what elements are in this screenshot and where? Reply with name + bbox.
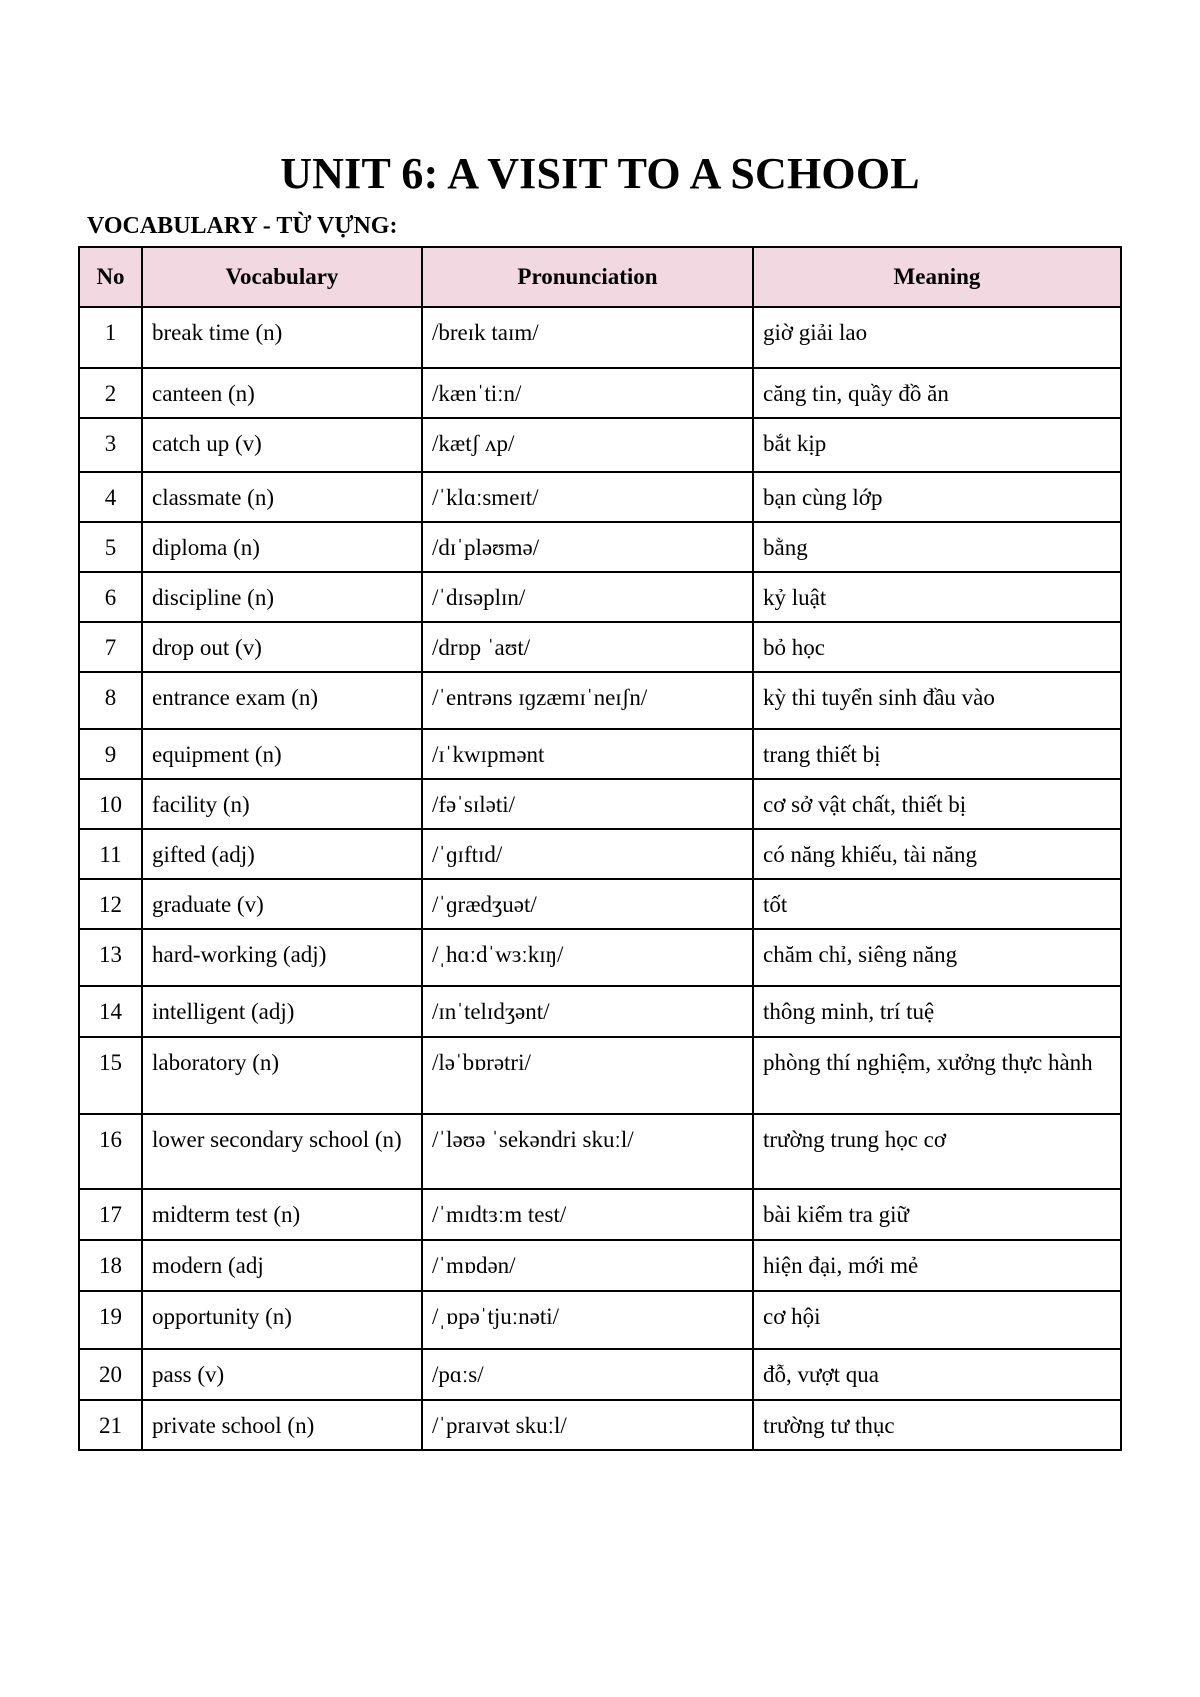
pronunciation-cell: /kætʃ ʌp/ (422, 418, 753, 472)
meaning-cell: cơ hội (753, 1291, 1121, 1349)
row-number: 13 (79, 929, 142, 986)
vocabulary-cell: gifted (adj) (142, 829, 422, 879)
row-number: 11 (79, 829, 142, 879)
vocabulary-cell: lower secondary school (n) (142, 1114, 422, 1189)
header-no: No (79, 247, 142, 307)
table-row (79, 1400, 1121, 1450)
pronunciation-cell: /ɪnˈtelɪdʒənt/ (422, 986, 753, 1037)
table-header-row (79, 247, 1121, 307)
table-row (79, 929, 1121, 986)
meaning-cell: bài kiểm tra giữ (753, 1189, 1121, 1240)
vocabulary-cell: laboratory (n) (142, 1037, 422, 1114)
header-vocabulary: Vocabulary (142, 247, 422, 307)
vocabulary-cell: modern (adj (142, 1240, 422, 1291)
meaning-cell: phòng thí nghiệm, xưởng thực hành (753, 1037, 1121, 1114)
table-row (79, 418, 1121, 472)
vocabulary-cell: canteen (n) (142, 368, 422, 418)
vocabulary-cell: opportunity (n) (142, 1291, 422, 1349)
table-row (79, 879, 1121, 929)
row-number: 2 (79, 368, 142, 418)
pronunciation-cell: /ˈɡɪftɪd/ (422, 829, 753, 879)
vocabulary-cell: private school (n) (142, 1400, 422, 1450)
vocabulary-cell: discipline (n) (142, 572, 422, 622)
vocabulary-cell: intelligent (adj) (142, 986, 422, 1037)
meaning-cell: đỗ, vượt qua (753, 1349, 1121, 1400)
pronunciation-cell: /ˈɡrædʒuət/ (422, 879, 753, 929)
row-number: 3 (79, 418, 142, 472)
meaning-cell: bỏ học (753, 622, 1121, 672)
table-row (79, 1114, 1121, 1189)
row-number: 5 (79, 522, 142, 572)
table-row (79, 1037, 1121, 1114)
pronunciation-cell: /ˈklɑːsmeɪt/ (422, 472, 753, 522)
meaning-cell: trường tư thục (753, 1400, 1121, 1450)
pronunciation-cell: /dɪˈpləʊmə/ (422, 522, 753, 572)
vocabulary-cell: pass (v) (142, 1349, 422, 1400)
table-row (79, 572, 1121, 622)
vocabulary-cell: facility (n) (142, 779, 422, 829)
pronunciation-cell: /ləˈbɒrətri/ (422, 1037, 753, 1114)
pronunciation-cell: /pɑːs/ (422, 1349, 753, 1400)
table-row (79, 986, 1121, 1037)
vocabulary-cell: midterm test (n) (142, 1189, 422, 1240)
header-meaning: Meaning (753, 247, 1121, 307)
row-number: 8 (79, 672, 142, 729)
table-body (79, 307, 1121, 1450)
row-number: 10 (79, 779, 142, 829)
vocabulary-cell: hard-working (adj) (142, 929, 422, 986)
row-number: 9 (79, 729, 142, 779)
row-number: 19 (79, 1291, 142, 1349)
table-row (79, 622, 1121, 672)
pronunciation-cell: /ˈmɪdtɜːm test/ (422, 1189, 753, 1240)
pronunciation-cell: /drɒp ˈaʊt/ (422, 622, 753, 672)
vocabulary-cell: break time (n) (142, 307, 422, 368)
row-number: 18 (79, 1240, 142, 1291)
row-number: 14 (79, 986, 142, 1037)
pronunciation-cell: /ˈmɒdən/ (422, 1240, 753, 1291)
meaning-cell: cơ sở vật chất, thiết bị (753, 779, 1121, 829)
row-number: 1 (79, 307, 142, 368)
meaning-cell: kỳ thi tuyển sinh đầu vào (753, 672, 1121, 729)
meaning-cell: thông minh, trí tuệ (753, 986, 1121, 1037)
row-number: 21 (79, 1400, 142, 1450)
pronunciation-cell: /ˈpraɪvət skuːl/ (422, 1400, 753, 1450)
table-row (79, 1349, 1121, 1400)
pronunciation-cell: /ɪˈkwɪpmənt (422, 729, 753, 779)
meaning-cell: bằng (753, 522, 1121, 572)
table-row (79, 522, 1121, 572)
pronunciation-cell: /ˈentrəns ɪɡzæmɪˈneɪʃn/ (422, 672, 753, 729)
meaning-cell: kỷ luật (753, 572, 1121, 622)
pronunciation-cell: /ˈdɪsəplɪn/ (422, 572, 753, 622)
meaning-cell: bạn cùng lớp (753, 472, 1121, 522)
table-row (79, 1291, 1121, 1349)
page-title: UNIT 6: A VISIT TO A SCHOOL (280, 149, 920, 198)
row-number: 12 (79, 879, 142, 929)
vocabulary-cell: classmate (n) (142, 472, 422, 522)
meaning-cell: bắt kịp (753, 418, 1121, 472)
vocabulary-cell: graduate (v) (142, 879, 422, 929)
row-number: 17 (79, 1189, 142, 1240)
meaning-cell: trường trung học cơ (753, 1114, 1121, 1189)
table-row (79, 368, 1121, 418)
pronunciation-cell: /ˌhɑːdˈwɜːkɪŋ/ (422, 929, 753, 986)
table-row (79, 1240, 1121, 1291)
meaning-cell: có năng khiếu, tài năng (753, 829, 1121, 879)
pronunciation-cell: /ˌɒpəˈtjuːnəti/ (422, 1291, 753, 1349)
table-row (79, 672, 1121, 729)
vocabulary-cell: diploma (n) (142, 522, 422, 572)
table-row (79, 779, 1121, 829)
meaning-cell: tốt (753, 879, 1121, 929)
pronunciation-cell: /breɪk taɪm/ (422, 307, 753, 368)
table-row (79, 1189, 1121, 1240)
meaning-cell: căng tin, quầy đồ ăn (753, 368, 1121, 418)
pronunciation-cell: /fəˈsɪləti/ (422, 779, 753, 829)
vocabulary-cell: entrance exam (n) (142, 672, 422, 729)
table-row (79, 729, 1121, 779)
table-row (79, 307, 1121, 368)
row-number: 16 (79, 1114, 142, 1189)
vocabulary-cell: drop out (v) (142, 622, 422, 672)
meaning-cell: trang thiết bị (753, 729, 1121, 779)
row-number: 7 (79, 622, 142, 672)
vocabulary-cell: equipment (n) (142, 729, 422, 779)
header-pronunciation: Pronunciation (422, 247, 753, 307)
vocabulary-cell: catch up (v) (142, 418, 422, 472)
table-row (79, 829, 1121, 879)
table-row (79, 472, 1121, 522)
section-heading: VOCABULARY - TỪ VỰNG: (87, 213, 398, 239)
row-number: 6 (79, 572, 142, 622)
row-number: 4 (79, 472, 142, 522)
meaning-cell: hiện đại, mới mẻ (753, 1240, 1121, 1291)
meaning-cell: giờ giải lao (753, 307, 1121, 368)
pronunciation-cell: /kænˈtiːn/ (422, 368, 753, 418)
row-number: 20 (79, 1349, 142, 1400)
row-number: 15 (79, 1037, 142, 1114)
vocabulary-table (78, 246, 1122, 1451)
pronunciation-cell: /ˈləʊə ˈsekəndri skuːl/ (422, 1114, 753, 1189)
meaning-cell: chăm chỉ, siêng năng (753, 929, 1121, 986)
